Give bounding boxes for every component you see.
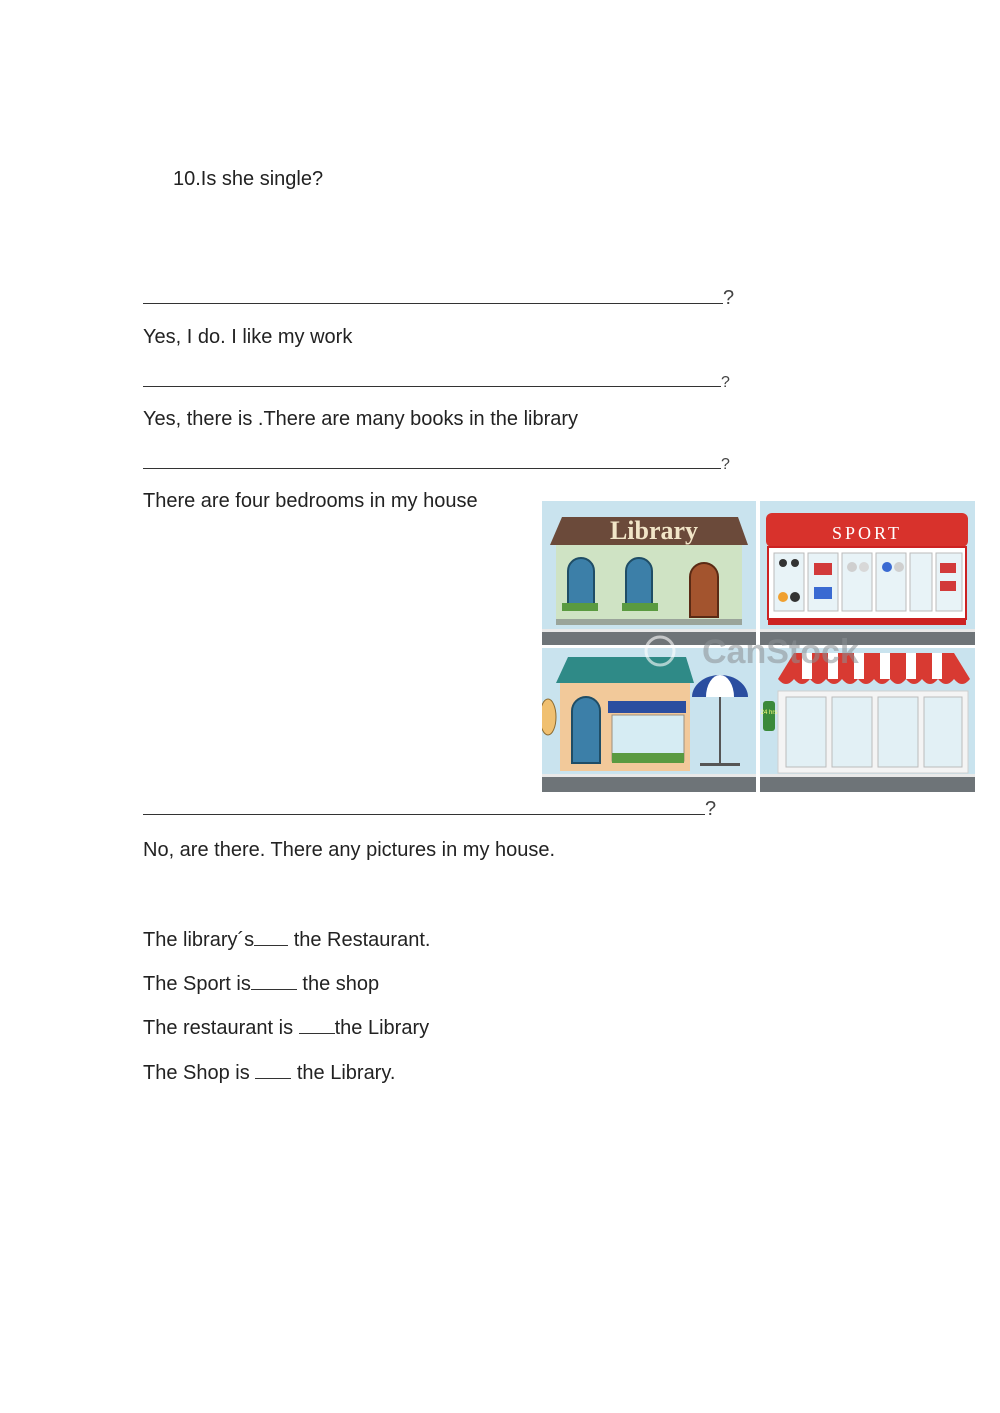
answer-line-3[interactable] bbox=[143, 449, 730, 474]
question-mark-2: ? bbox=[721, 374, 730, 391]
response-3: There are four bedrooms in my house bbox=[143, 490, 478, 512]
preposition-sentence-3 bbox=[143, 1015, 429, 1040]
watermark: CanStock bbox=[702, 633, 859, 671]
response-4: No, are there. There any pictures in my house. bbox=[143, 839, 556, 861]
shop-hours-badge: 24 hrs bbox=[760, 710, 778, 716]
question-mark-3: ? bbox=[721, 456, 730, 473]
response-2: Yes, there is .There are many books in the library bbox=[143, 408, 579, 430]
sentence-3-end: the Library bbox=[334, 1017, 430, 1039]
answer-line-4[interactable] bbox=[143, 794, 716, 821]
answer-blank-1[interactable] bbox=[143, 283, 723, 304]
sentence-2-end: the shop bbox=[296, 973, 380, 995]
sentence-4-end: the Library. bbox=[291, 1062, 396, 1084]
sentence-1-end: the Restaurant. bbox=[288, 929, 431, 951]
sentence-4-start: The Shop is bbox=[143, 1062, 256, 1084]
preposition-blank-1[interactable] bbox=[254, 927, 288, 946]
preposition-blank-3[interactable] bbox=[299, 1015, 335, 1034]
library-building bbox=[542, 501, 756, 645]
preposition-sentence-2 bbox=[143, 971, 379, 996]
preposition-blank-2[interactable] bbox=[251, 971, 297, 990]
sentence-1-start: The library´s bbox=[143, 929, 255, 951]
restaurant-roof bbox=[556, 657, 694, 683]
preposition-blank-4[interactable] bbox=[255, 1060, 291, 1079]
answer-line-1[interactable] bbox=[143, 283, 734, 310]
sport-shop bbox=[760, 501, 975, 645]
shops-illustration bbox=[542, 501, 975, 792]
answer-blank-2[interactable] bbox=[143, 367, 721, 387]
preposition-sentence-1 bbox=[143, 927, 430, 952]
library-sign: Library bbox=[609, 516, 699, 545]
sentence-2-start: The Sport is bbox=[143, 973, 251, 995]
response-1: Yes, I do. I like my work bbox=[143, 326, 353, 348]
answer-line-2[interactable] bbox=[143, 367, 730, 392]
preposition-sentence-4 bbox=[143, 1060, 395, 1085]
question-mark-4: ? bbox=[705, 798, 717, 820]
answer-blank-3[interactable] bbox=[143, 449, 721, 469]
question-10: 10.Is she single? bbox=[173, 168, 324, 190]
question-mark-1: ? bbox=[723, 287, 735, 309]
answer-blank-4[interactable] bbox=[143, 794, 705, 815]
sport-sign: SPORT bbox=[832, 523, 902, 543]
sentence-3-start: The restaurant is bbox=[143, 1017, 299, 1039]
